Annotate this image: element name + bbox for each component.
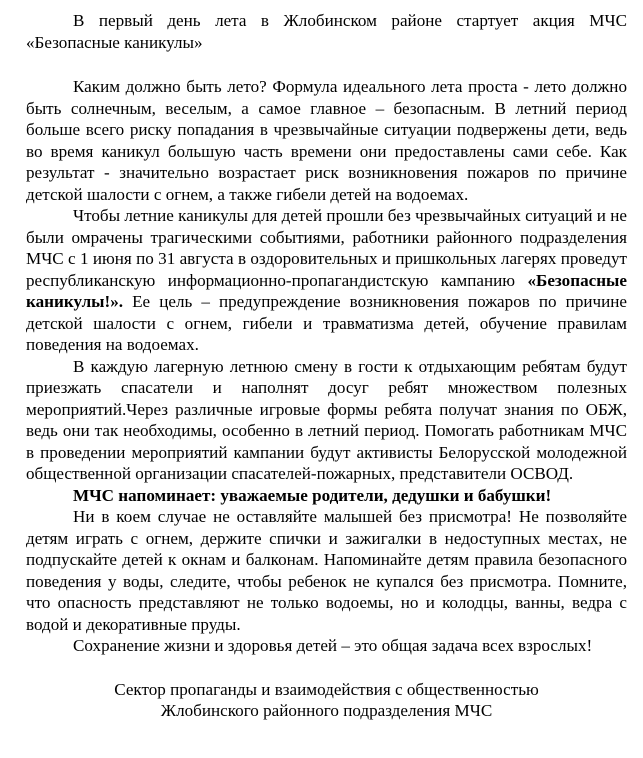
spacer [26, 53, 627, 76]
paragraph-campaign [26, 205, 627, 356]
reminder-heading: МЧС напоминает: уважаемые родители, дедушки и бабушки! [73, 485, 552, 505]
paragraph-campaign-start: Чтобы летние каникулы для детей прошли без чрезвычайных ситуаций и не были омрачены трагическими событиями, работники районного подразделения МЧС с 1 июня по 31 августа в оздоровительных и пришкольных лагерях проведут республиканскую информационно-пропагандистскую кампанию [26, 206, 627, 290]
signature-line-2: Жлобинского районного подразделения МЧС [160, 701, 493, 720]
paragraph-conclusion: Сохранение жизни и здоровья детей – это общая задача всех взрослых! [73, 636, 593, 655]
spacer [26, 657, 627, 679]
paragraph-intro: Каким должно быть лето? Формула идеального лета проста - лето должно быть солнечным, веселым, а самое главное – безопасным. В летний период больше всего риску попадания в чрезвычайные ситуации подвержены дети, ведь во время каникул большую часть времени они предоставлены сами себе. Как результат - значительно возрастает риск возникновения пожаров по причине детской шалости с огнем, а также гибели детей на водоемах. [26, 77, 627, 204]
signature-line-1: Сектор пропаганды и взаимодействия с общественностью [114, 679, 539, 699]
paragraph-activities: В каждую лагерную летнюю смену в гости к отдыхающим ребятам будут приезжать спасатели и наполнят досуг ребят множеством полезных мероприятий.Через различные игровые формы ребята получат знания по ОБЖ, ведь они так необходимы, особенно в летний период. Помогать работникам МЧС в проведении мероприятий кампании будут активисты Белорусской молодежной общественной организации спасателей-пожарных, представители ОСВОД. [26, 356, 627, 483]
campaign-name: «Безопасные каникулы!». [26, 270, 627, 311]
paragraph-campaign-end: Ее цель – предупреждение возникновения пожаров по причине детской шалости с огнем, гибели и травматизма детей, обучение правилам поведения на водоемах. [26, 292, 627, 354]
paragraph-warnings: Ни в коем случае не оставляйте малышей без присмотра! Не позволяйте детям играть с огнем, держите спички и зажигалки в недоступных местах, не подпускайте детей к окнам и балконам. Напоминайте детям правила безопасного поведения у воды, следите, чтобы ребенок не купался без присмотра. Помните, что опасность представляют не только водоемы, но и колодцы, ванны, ведра с водой и декоративные пруды. [26, 507, 627, 634]
article-title: В первый день лета в Жлобинском районе стартует акция МЧС «Безопасные каникулы» [26, 11, 627, 52]
